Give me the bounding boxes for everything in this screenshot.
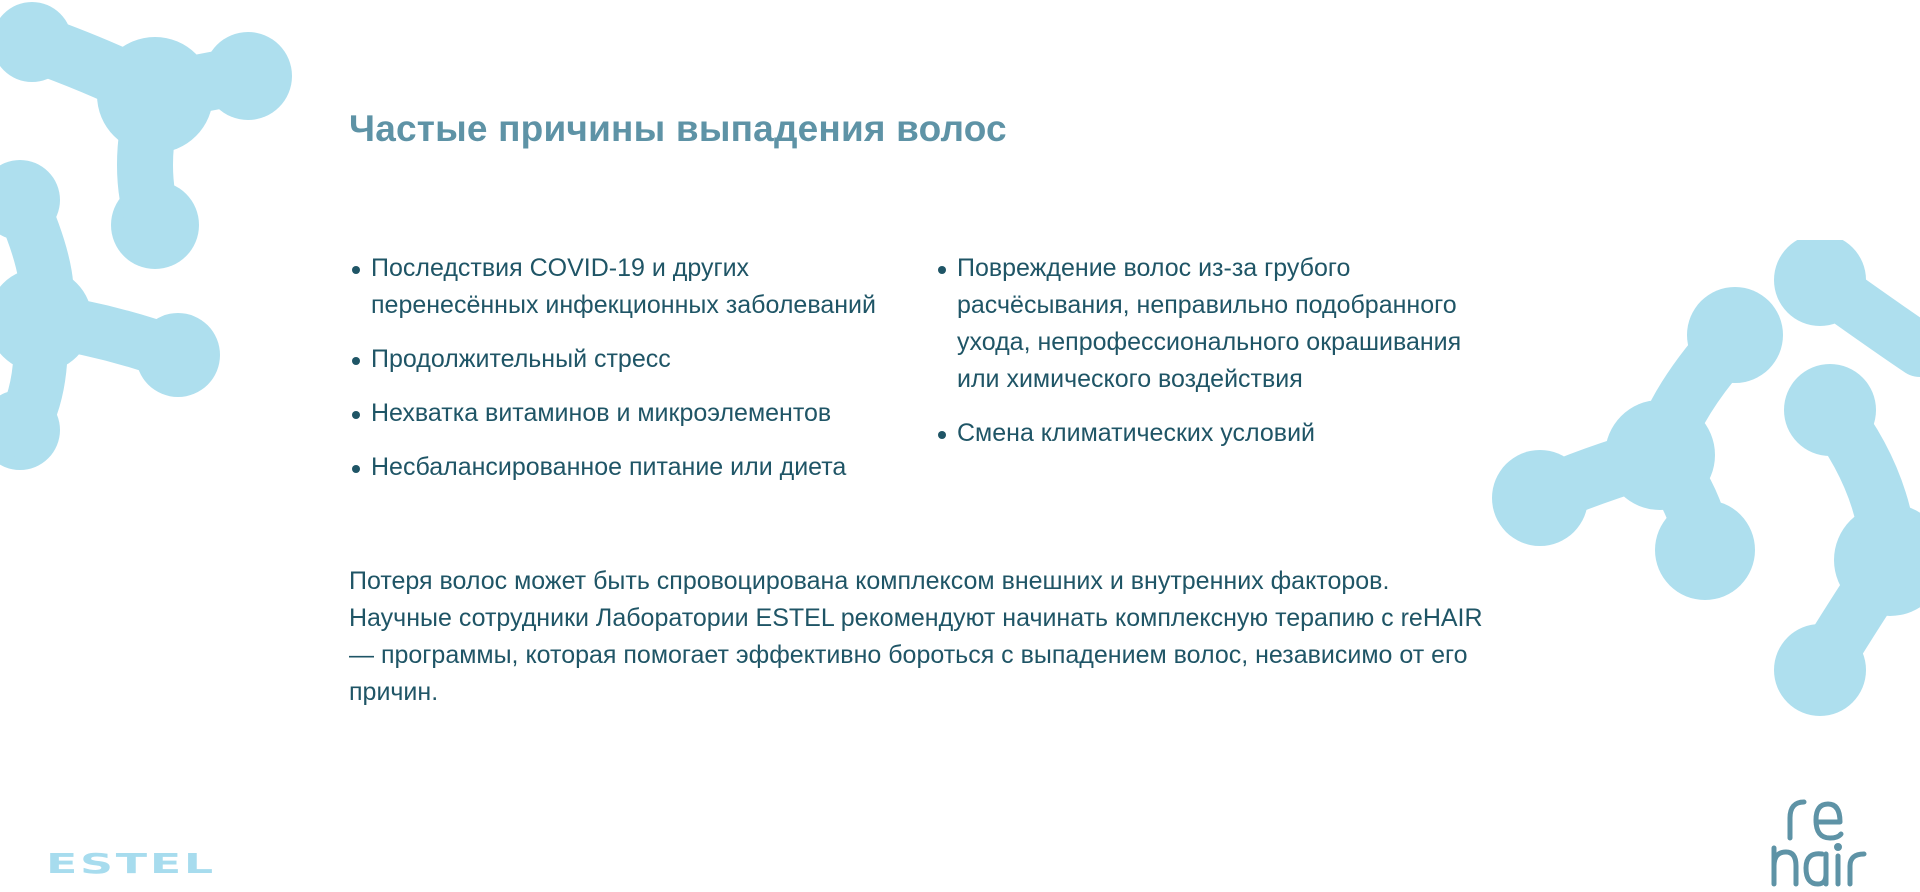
page-title: Частые причины выпадения волос [349,108,1007,149]
causes-list-left [349,250,919,503]
list-item: Несбалансированное питание или диета [349,449,919,486]
list-item: Повреждение волос из-за грубого расчёсывания, неправильно подобранного ухода, непрофессионального окрашивания или химического воздействия [935,250,1495,398]
list-item: Продолжительный стресс [349,341,919,378]
molecule-decoration-right [1490,240,1920,720]
causes-list-right [935,250,1495,469]
rehair-logo [1768,792,1873,887]
list-item: Смена климатических условий [935,415,1495,452]
estel-logo: ESTEL [46,847,216,881]
description-paragraph: Потеря волос может быть спровоцирована комплексом внешних и внутренних факторов. Научные сотрудники Лаборатории ESTEL рекомендуют начинать комплексную терапию с reHAIR — программы, которая помогает эффективно бороться с выпадением волос, независимо от его причин. [349,567,1483,706]
molecule-decoration-left [0,0,300,480]
list-item: Последствия COVID-19 и других перенесённых инфекционных заболеваний [349,250,919,324]
list-item: Нехватка витаминов и микроэлементов [349,395,919,432]
